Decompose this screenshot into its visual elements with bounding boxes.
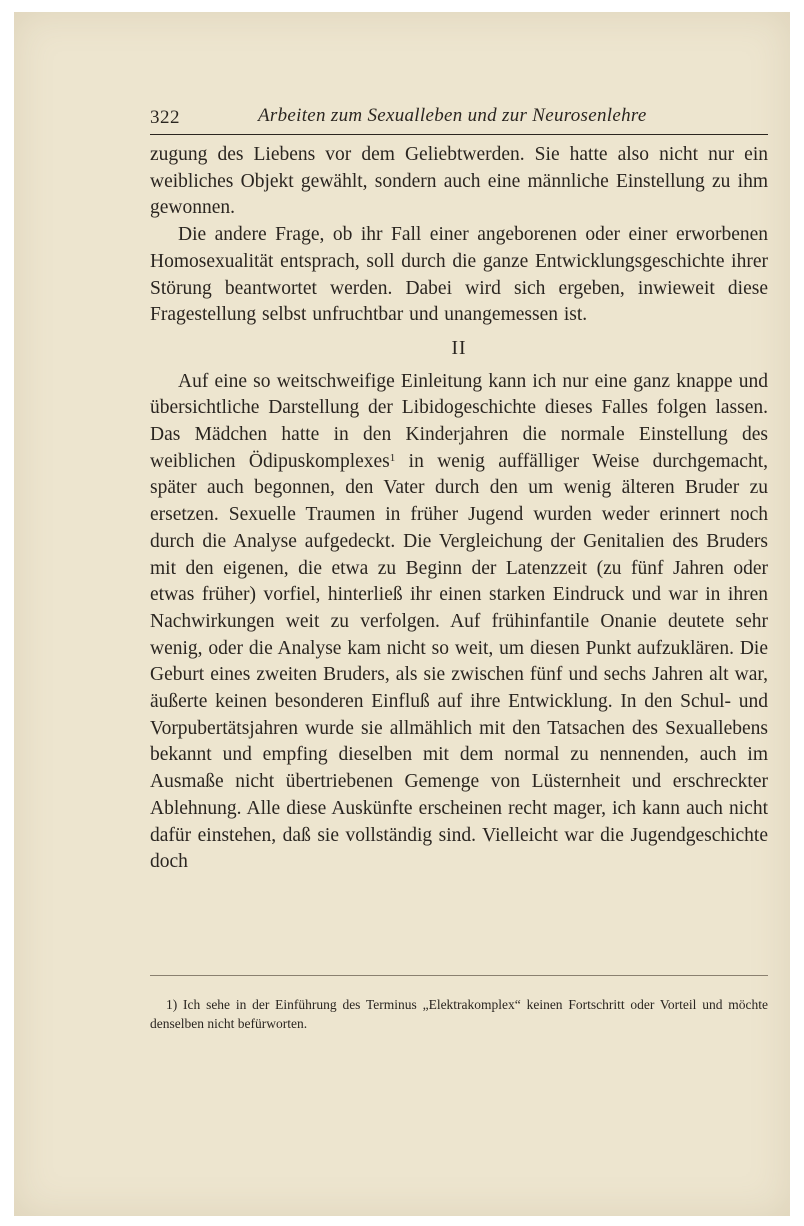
paragraph-1: zugung des Liebens vor dem Geliebtwerden. Sie hatte also nicht nur ein weibliches Objekt gewählt, sondern auch eine männliche Einstellung zu ihm gewonnen. xyxy=(150,144,768,219)
paragraph-3 xyxy=(150,369,768,876)
running-title: Arbeiten zum Sexualleben und zur Neurosenlehre xyxy=(258,105,647,126)
paragraph-3-before-note: Auf eine so weitschweifige Einleitung kann ich nur eine ganz knappe und übersichtliche Darstellung der Libidogeschichte dieses Falles folgen lassen. Das Mädchen hatte in den Kinderjahren die normale Einstellung des weiblichen Ödipuskomplexes xyxy=(150,370,768,472)
page-header xyxy=(150,105,768,131)
paragraph-3-after-note: in wenig auffälliger Weise durchgemacht, später auch begonnen, den Vater durch den um wenig älteren Bruder zu ersetzen. Sexuelle Traumen in früher Jugend wurden weder erinnert noch durch die Analyse aufgedeckt. Die Vergleichung der Genitalien des Bruders mit den eigenen, die etwa zu Beginn der Latenzzeit (zu fünf Jahren oder etwas früher) vorfiel, hinterließ ihr einen starken Eindruck und war in ihren Nachwirkungen weit zu verfolgen. Auf frühinfantile Onanie deutete sehr wenig, oder die Analyse kam nicht so weit, um diesen Punkt aufzuklären. Die Geburt eines zweiten Bruders, als sie zwischen fünf und sechs Jahren alt war, äußerte keinen besonderen Einfluß auf ihre Entwicklung. In den Schul- und Vorpubertätsjahren wurde sie allmählich mit den Tatsachen des Sexuallebens bekannt und empfing dieselben mit dem normal zu nennenden, auch im Ausmaße nicht übertriebenen Gemenge von Lüsternheit und erschreckter Ablehnung. Alle diese Auskünfte erscheinen recht mager, ich kann auch nicht dafür einstehen, daß sie vollständig sind. Vielleicht war die Jugendgeschichte doch xyxy=(150,450,768,873)
header-rule xyxy=(150,134,768,135)
page-number: 322 xyxy=(150,107,180,128)
section-heading: II xyxy=(451,337,467,359)
footnote-rule xyxy=(150,975,768,976)
footnote-reference: 1 xyxy=(389,451,396,464)
paragraph-2: Die andere Frage, ob ihr Fall einer angeborenen oder einer erworbenen Homosexualität entsprach, soll durch die ganze Entwicklungsgeschichte ihrer Störung beantwortet werden. Dabei wird sich ergeben, inwieweit diese Fragestellung selbst unfruchtbar und unangemessen ist. xyxy=(150,224,768,326)
main-text xyxy=(150,142,768,876)
footnote: 1) Ich sehe in der Einführung des Terminus „Elektrakomplex“ keinen Fortschritt oder Vorteil und möchte denselben nicht befürworten. xyxy=(150,997,768,1031)
